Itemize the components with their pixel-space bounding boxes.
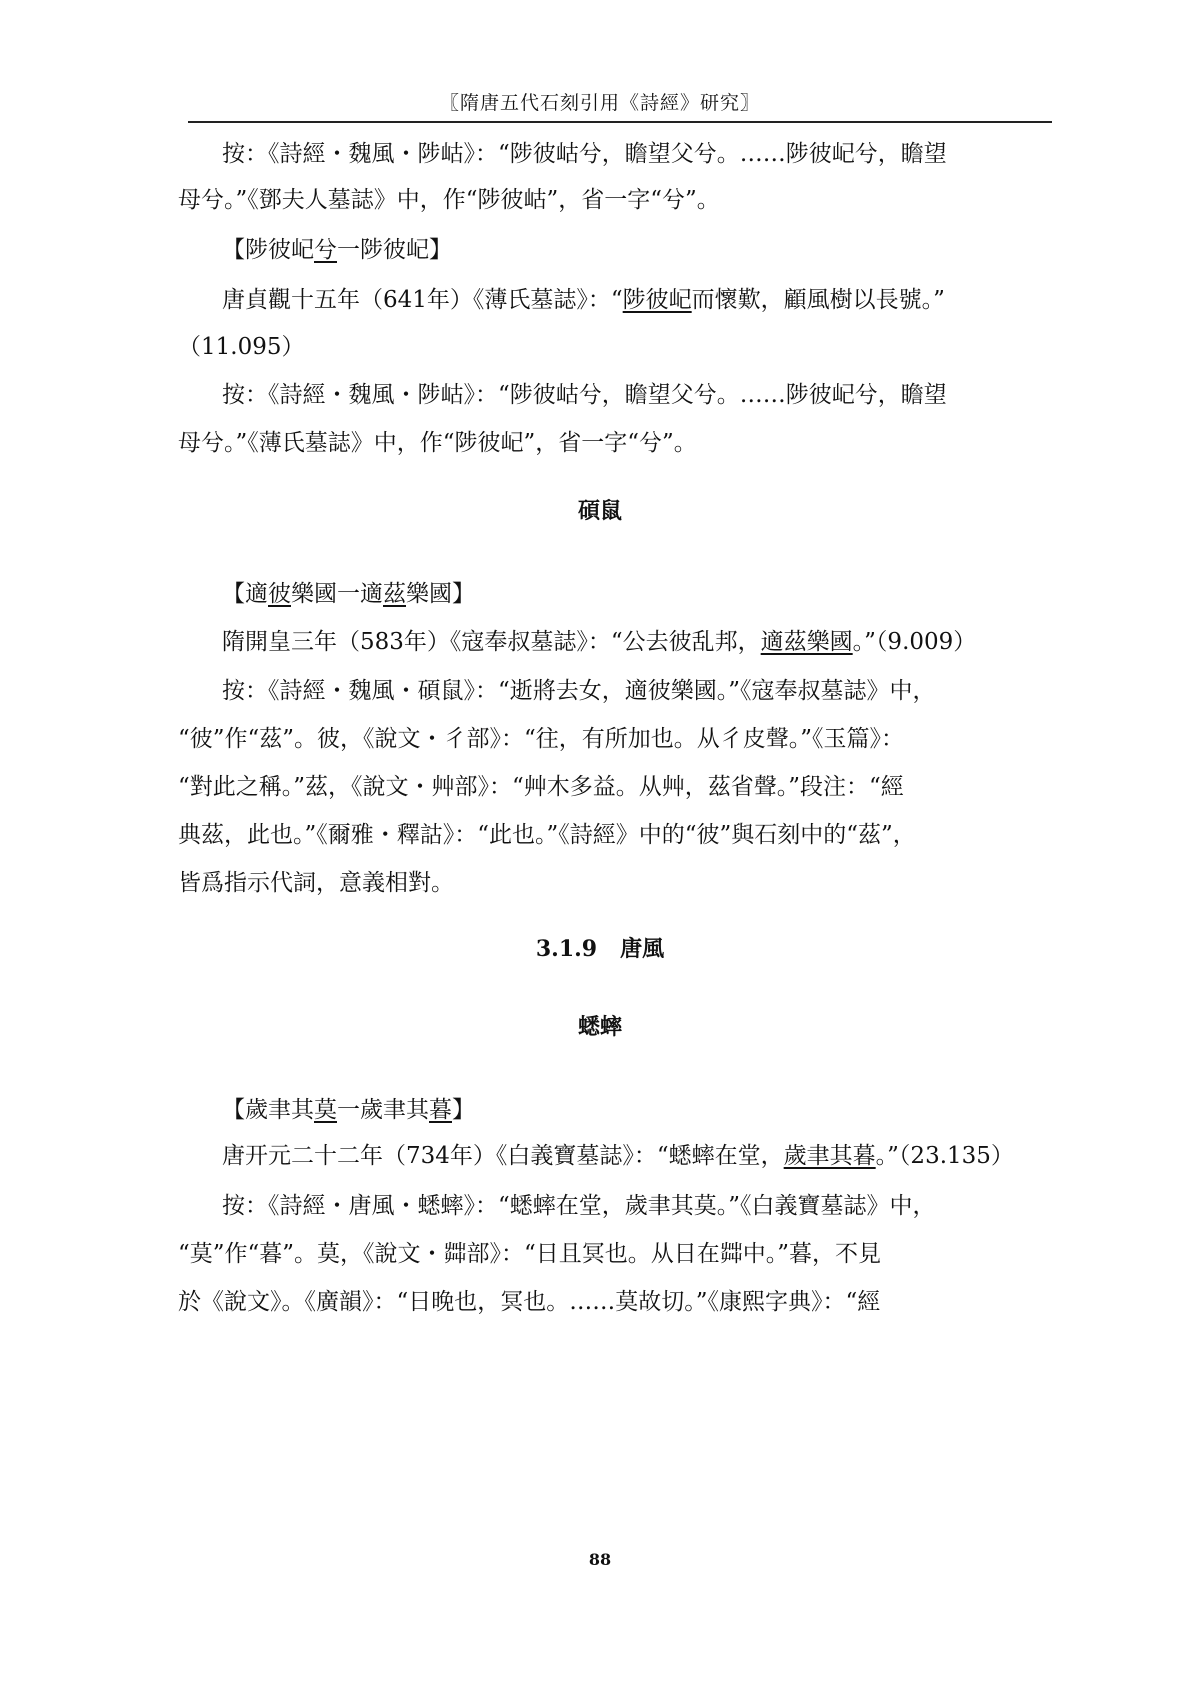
citation-text: 唐貞觀十五年（641年）《薄氏墓誌》：“	[222, 287, 623, 313]
note-line: 皆爲指示代詞，意義相對。	[178, 870, 454, 896]
entry-heading-text: 樂國】	[406, 581, 475, 607]
entry-heading-text: 【陟彼屺	[222, 237, 314, 263]
note-line: 按：《詩經・唐風・蟋蟀》：“蟋蟀在堂，歲聿其莫。”《白義寶墓誌》中，	[222, 1193, 936, 1219]
header-rule	[188, 121, 1052, 123]
citation-underlined: 歲聿其暮	[783, 1143, 876, 1169]
entry-heading-text: 【歲聿其	[222, 1097, 314, 1123]
entry-heading-underlined: 兮	[314, 237, 337, 263]
citation-underlined: 陟彼屺	[622, 287, 692, 313]
note-line: 按：《詩經・魏風・碩鼠》：“逝將去女，適彼樂國。”《寇奉叔墓誌》中，	[222, 678, 936, 704]
citation-text: 唐开元二十二年（734年）《白義寶墓誌》：“蟋蟀在堂，	[222, 1143, 784, 1169]
citation-text: 而懷歎，顧風樹以長號。”	[691, 287, 945, 313]
note-line: 母兮。”《鄧夫人墓誌》中，作“陟彼岵”，省一字“兮”。	[178, 187, 720, 213]
running-header: 〖隋唐五代石刻引用《詩經》研究〗	[439, 92, 760, 114]
citation-text: 。”（23.135）	[875, 1143, 1014, 1169]
citation-text: 隋開皇三年（583年）《寇奉叔墓誌》：“公去彼乱邦，	[222, 629, 761, 655]
note-line: “彼”作“茲”。彼，《說文・彳部》：“往，有所加也。从彳皮聲。”《玉篇》：	[178, 726, 905, 752]
poem-title: 蟋蟀	[577, 1014, 622, 1040]
entry-heading	[222, 580, 475, 608]
entry-heading-text: 一歲聿其	[337, 1097, 429, 1123]
section-number: 3.1.9	[535, 936, 598, 962]
section-heading	[0, 935, 1200, 963]
section-title: 唐風	[620, 936, 665, 962]
citation-text: 。”（9.009）	[852, 629, 977, 655]
note-line: 典茲，此也。”《爾雅・釋詁》：“此也。”《詩經》中的“彼”與石刻中的“茲”，	[178, 822, 916, 848]
citation-line	[222, 286, 945, 314]
note-line: “莫”作“暮”。莫，《說文・茻部》：“日且冥也。从日在茻中。”暮，不見	[178, 1241, 882, 1267]
note-line: 按：《詩經・魏風・陟岵》：“陟彼岵兮，瞻望父兮。……陟彼屺兮，瞻望	[222, 141, 947, 167]
note-line: 於《說文》。《廣韻》：“日晚也，冥也。……莫故切。”《康熙字典》：“經	[178, 1289, 881, 1315]
entry-heading-text: 樂國一適	[291, 581, 383, 607]
page-number: 88	[588, 1550, 612, 1569]
entry-heading-underlined: 茲	[383, 581, 406, 607]
entry-heading	[222, 1096, 475, 1124]
entry-heading-underlined: 莫	[314, 1097, 337, 1123]
citation-underlined: 適茲樂國	[760, 629, 853, 655]
entry-heading-text: 一陟彼屺】	[337, 237, 452, 263]
poem-title: 碩鼠	[577, 498, 622, 524]
entry-heading-underlined: 暮	[429, 1097, 452, 1123]
citation-ref: （11.095）	[178, 334, 305, 360]
note-line: 按：《詩經・魏風・陟岵》：“陟彼岵兮，瞻望父兮。……陟彼屺兮，瞻望	[222, 382, 947, 408]
entry-heading-text: 【適	[222, 581, 268, 607]
note-line: 母兮。”《薄氏墓誌》中，作“陟彼屺”，省一字“兮”。	[178, 430, 697, 456]
entry-heading	[222, 236, 452, 264]
entry-heading-text: 】	[452, 1097, 475, 1123]
entry-heading-underlined: 彼	[268, 581, 291, 607]
note-line: “對此之稱。”茲，《說文・艸部》：“艸木多益。从艸，茲省聲。”段注：“經	[178, 774, 904, 800]
citation-line	[222, 628, 976, 656]
citation-line	[222, 1142, 1014, 1170]
